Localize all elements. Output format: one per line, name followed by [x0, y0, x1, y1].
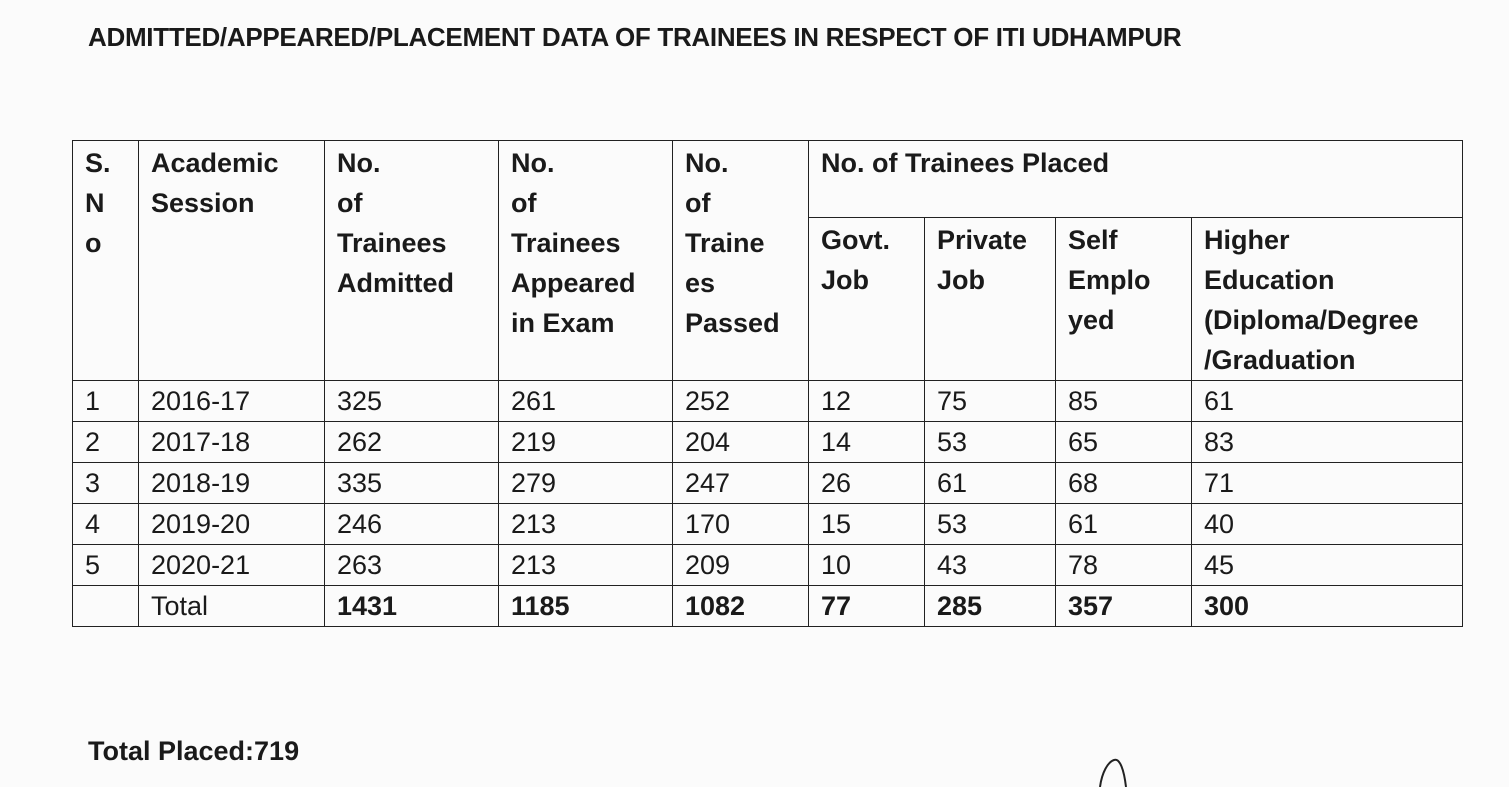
header-row-main	[73, 141, 1463, 218]
cell-total-self-employed: 357	[1056, 586, 1192, 627]
header-private-job: Private Job	[925, 218, 1056, 381]
cell-total-passed: 1082	[673, 586, 809, 627]
total-row	[73, 586, 1463, 627]
cell-govt-job: 15	[809, 504, 925, 545]
table-row	[73, 463, 1463, 504]
cell-appeared: 219	[499, 422, 673, 463]
cell-session: 2018-19	[139, 463, 325, 504]
cell-passed: 170	[673, 504, 809, 545]
cell-private-job: 75	[925, 381, 1056, 422]
cell-govt-job: 26	[809, 463, 925, 504]
cell-sno: 2	[73, 422, 139, 463]
header-higher-education: Higher Education (Diploma/Degree /Graduation	[1192, 218, 1463, 381]
cell-passed: 204	[673, 422, 809, 463]
cell-self-employed: 78	[1056, 545, 1192, 586]
document-title: ADMITTED/APPEARED/PLACEMENT DATA OF TRAINEES IN RESPECT OF ITI UDHAMPUR	[88, 22, 1182, 52]
cell-sno: 5	[73, 545, 139, 586]
header-govt-job: Govt. Job	[809, 218, 925, 381]
header-sno: S. N o	[73, 141, 139, 381]
cell-appeared: 261	[499, 381, 673, 422]
cell-higher-education: 71	[1192, 463, 1463, 504]
header-trainees-placed: No. of Trainees Placed	[809, 141, 1463, 218]
cell-total-private-job: 285	[925, 586, 1056, 627]
cell-passed: 252	[673, 381, 809, 422]
cell-total-appeared: 1185	[499, 586, 673, 627]
cell-self-employed: 85	[1056, 381, 1192, 422]
total-placed-summary: Total Placed:719	[88, 736, 300, 766]
header-trainees-appeared: No. of Trainees Appeared in Exam	[499, 141, 673, 381]
cell-total-higher-education: 300	[1192, 586, 1463, 627]
cell-appeared: 279	[499, 463, 673, 504]
signature-mark	[1090, 752, 1150, 787]
cell-admitted: 246	[325, 504, 499, 545]
cell-total-label: Total	[139, 586, 325, 627]
table-row	[73, 422, 1463, 463]
cell-higher-education: 83	[1192, 422, 1463, 463]
cell-higher-education: 40	[1192, 504, 1463, 545]
cell-self-employed: 65	[1056, 422, 1192, 463]
cell-higher-education: 45	[1192, 545, 1463, 586]
cell-govt-job: 10	[809, 545, 925, 586]
cell-admitted: 335	[325, 463, 499, 504]
cell-sno-empty	[73, 586, 139, 627]
cell-session: 2016-17	[139, 381, 325, 422]
cell-passed: 247	[673, 463, 809, 504]
cell-total-admitted: 1431	[325, 586, 499, 627]
cell-total-govt-job: 77	[809, 586, 925, 627]
header-self-employed: Self Emplo yed	[1056, 218, 1192, 381]
cell-session: 2019-20	[139, 504, 325, 545]
cell-appeared: 213	[499, 545, 673, 586]
cell-admitted: 263	[325, 545, 499, 586]
table-row	[73, 504, 1463, 545]
cell-passed: 209	[673, 545, 809, 586]
cell-self-employed: 61	[1056, 504, 1192, 545]
cell-private-job: 53	[925, 422, 1056, 463]
cell-sno: 3	[73, 463, 139, 504]
table-row	[73, 545, 1463, 586]
cell-private-job: 61	[925, 463, 1056, 504]
cell-private-job: 43	[925, 545, 1056, 586]
cell-admitted: 262	[325, 422, 499, 463]
cell-admitted: 325	[325, 381, 499, 422]
cell-govt-job: 12	[809, 381, 925, 422]
cell-govt-job: 14	[809, 422, 925, 463]
header-trainees-passed: No. of Traine es Passed	[673, 141, 809, 381]
cell-session: 2020-21	[139, 545, 325, 586]
cell-sno: 1	[73, 381, 139, 422]
placement-data-table	[72, 140, 1463, 627]
cell-session: 2017-18	[139, 422, 325, 463]
cell-sno: 4	[73, 504, 139, 545]
cell-private-job: 53	[925, 504, 1056, 545]
cell-higher-education: 61	[1192, 381, 1463, 422]
header-academic-session: Academic Session	[139, 141, 325, 381]
cell-self-employed: 68	[1056, 463, 1192, 504]
header-trainees-admitted: No. of Trainees Admitted	[325, 141, 499, 381]
cell-appeared: 213	[499, 504, 673, 545]
table-row	[73, 381, 1463, 422]
